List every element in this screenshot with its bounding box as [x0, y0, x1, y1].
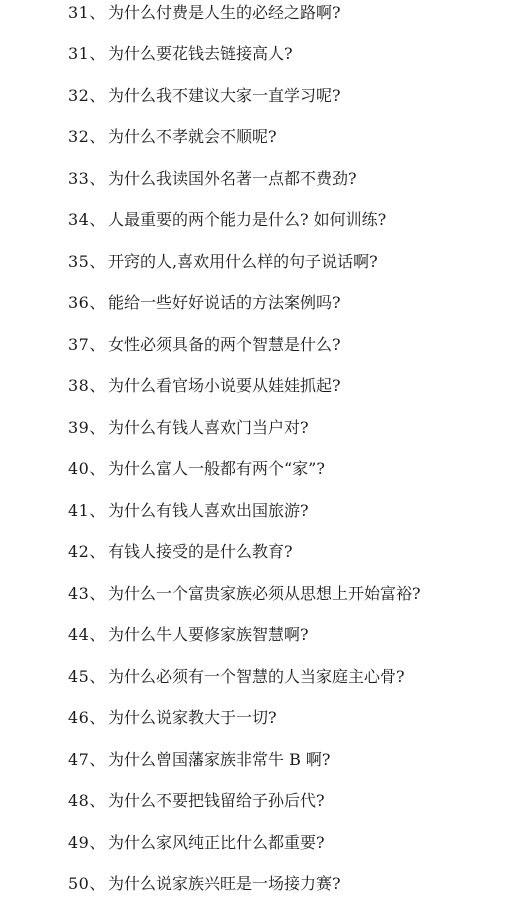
item-text: 为什么有钱人喜欢出国旅游? — [108, 501, 309, 520]
list-item — [68, 415, 309, 441]
list-item — [68, 290, 341, 316]
item-text: 为什么看官场小说要从娃娃抓起? — [108, 376, 341, 395]
item-text: 能给一些好好说话的方法案例吗? — [108, 293, 341, 312]
item-number: 48、 — [68, 791, 106, 810]
item-text: 为什么说家教大于一切? — [108, 708, 277, 727]
list-item — [68, 705, 277, 731]
list-item — [68, 747, 331, 773]
item-number: 44、 — [68, 625, 106, 644]
list-item — [68, 539, 293, 565]
item-number: 32、 — [68, 127, 106, 146]
item-text: 为什么要花钱去链接高人? — [108, 44, 293, 63]
item-text: 为什么不要把钱留给子孙后代? — [108, 791, 325, 810]
item-number: 32、 — [68, 86, 106, 105]
item-number: 43、 — [68, 584, 106, 603]
item-number: 42、 — [68, 542, 106, 561]
item-number: 34、 — [68, 210, 106, 229]
item-number: 38、 — [68, 376, 106, 395]
list-item — [68, 830, 325, 856]
item-text: 为什么一个富贵家族必须从思想上开始富裕? — [108, 584, 421, 603]
item-number: 47、 — [68, 750, 106, 769]
item-number: 33、 — [68, 169, 106, 188]
item-text: 为什么我不建议大家一直学习呢? — [108, 86, 341, 105]
item-text: 为什么我读国外名著一点都不费劲? — [108, 169, 357, 188]
item-text: 为什么说家族兴旺是一场接力赛? — [108, 874, 341, 893]
item-number: 49、 — [68, 833, 106, 852]
item-text: 为什么不孝就会不顺呢? — [108, 127, 277, 146]
item-text: 为什么曾国藩家族非常牛 B 啊? — [108, 750, 331, 769]
list-item — [68, 332, 341, 358]
item-number: 46、 — [68, 708, 106, 727]
list-item — [68, 498, 309, 524]
list-item — [68, 83, 341, 109]
item-number: 45、 — [68, 667, 106, 686]
item-number: 31、 — [68, 3, 106, 22]
list-item — [68, 788, 325, 814]
list-item — [68, 456, 325, 482]
item-number: 40、 — [68, 459, 106, 478]
item-text: 为什么富人一般都有两个“家”? — [108, 459, 325, 478]
item-number: 39、 — [68, 418, 106, 437]
list-item — [68, 871, 341, 897]
list-item — [68, 0, 341, 26]
item-number: 36、 — [68, 293, 106, 312]
item-number: 50、 — [68, 874, 106, 893]
item-text: 人最重要的两个能力是什么? 如何训练? — [108, 210, 387, 229]
list-item — [68, 249, 378, 275]
list-item — [68, 581, 421, 607]
item-text: 为什么付费是人生的必经之路啊? — [108, 3, 341, 22]
item-text: 开窍的人,喜欢用什么样的句子说话啊? — [108, 252, 378, 271]
item-text: 女性必须具备的两个智慧是什么? — [108, 335, 341, 354]
item-text: 为什么家风纯正比什么都重要? — [108, 833, 325, 852]
list-item — [68, 664, 405, 690]
item-number: 35、 — [68, 252, 106, 271]
list-item — [68, 373, 341, 399]
list-item — [68, 207, 386, 233]
item-number: 41、 — [68, 501, 106, 520]
item-text: 为什么必须有一个智慧的人当家庭主心骨? — [108, 667, 405, 686]
item-text: 为什么有钱人喜欢门当户对? — [108, 418, 309, 437]
list-item — [68, 41, 293, 67]
item-text: 为什么牛人要修家族智慧啊? — [108, 625, 309, 644]
item-text: 有钱人接受的是什么教育? — [108, 542, 293, 561]
item-number: 37、 — [68, 335, 106, 354]
list-item — [68, 622, 309, 648]
item-number: 31、 — [68, 44, 106, 63]
list-item — [68, 166, 357, 192]
list-item — [68, 124, 277, 150]
